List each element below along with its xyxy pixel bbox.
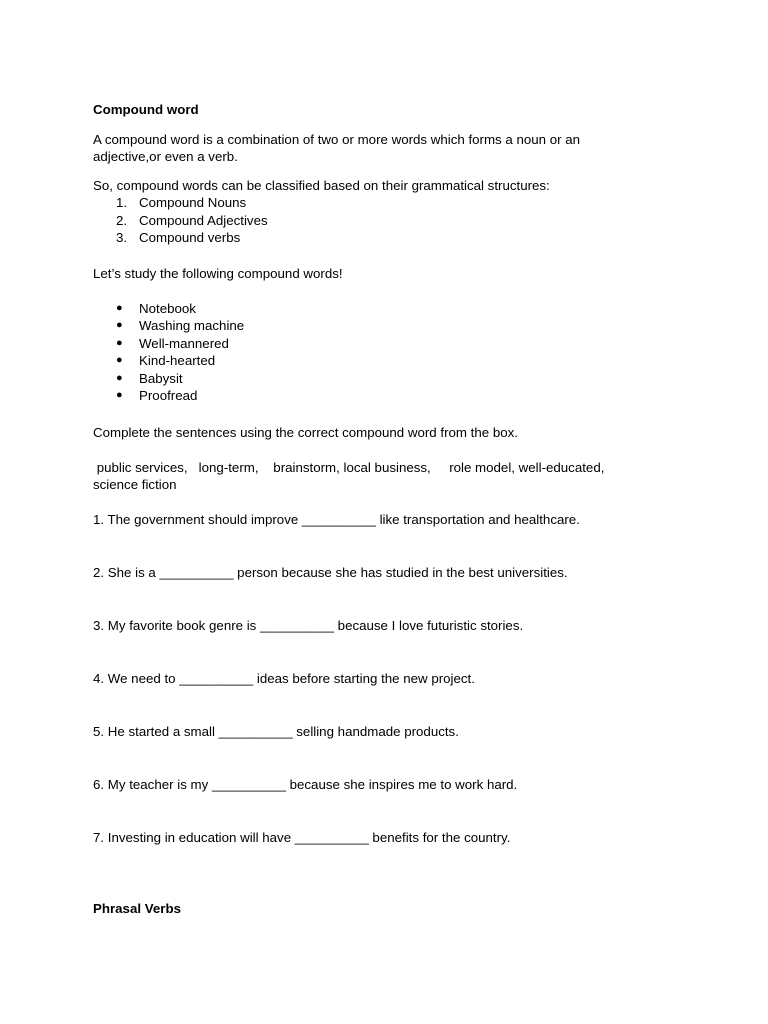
- sentence-item: 5. He started a small __________ selling handmade products.: [93, 724, 459, 739]
- bullet-icon: ●: [116, 389, 123, 401]
- sentence-item: 4. We need to __________ ideas before starting the new project.: [93, 671, 475, 686]
- section-heading-phrasal-verbs: Phrasal Verbs: [93, 901, 181, 916]
- classification-lead: So, compound words can be classified based on their grammatical structures:: [93, 178, 550, 193]
- sentence-item: 7. Investing in education will have __________ benefits for the country.: [93, 830, 511, 845]
- list-number: 2.: [116, 213, 128, 228]
- word-box-line-2: science fiction: [93, 477, 177, 492]
- bullet-icon: ●: [116, 302, 123, 314]
- list-number: 1.: [116, 195, 128, 210]
- exercise-instruction: Complete the sentences using the correct compound word from the box.: [93, 425, 518, 440]
- page-title: Compound word: [93, 102, 199, 117]
- list-item: Well-mannered: [139, 336, 229, 351]
- sentence-item: 1. The government should improve __________ like transportation and healthcare.: [93, 512, 580, 527]
- bullet-icon: ●: [116, 337, 123, 349]
- bullet-icon: ●: [116, 354, 123, 366]
- list-item: Compound Nouns: [139, 195, 247, 210]
- word-box-line-1: public services, long-term, brainstorm, local business, role model, well-educated,: [93, 460, 605, 475]
- sentence-item: 3. My favorite book genre is __________ because I love futuristic stories.: [93, 618, 524, 633]
- study-lead: Let’s study the following compound words!: [93, 266, 343, 281]
- bullet-icon: ●: [116, 372, 123, 384]
- bullet-icon: ●: [116, 319, 123, 331]
- intro-line-1: A compound word is a combination of two or more words which forms a noun or an: [93, 132, 581, 147]
- sentence-item: 2. She is a __________ person because she has studied in the best universities.: [93, 565, 568, 580]
- sentence-item: 6. My teacher is my __________ because she inspires me to work hard.: [93, 777, 518, 792]
- list-item: Compound verbs: [139, 230, 241, 245]
- list-item: Kind-hearted: [139, 353, 216, 368]
- list-item: Proofread: [139, 388, 198, 403]
- list-item: Compound Adjectives: [139, 213, 268, 228]
- list-item: Notebook: [139, 301, 196, 316]
- list-item: Washing machine: [139, 318, 245, 333]
- list-item: Babysit: [139, 371, 183, 386]
- intro-line-2: adjective,or even a verb.: [93, 149, 238, 164]
- list-number: 3.: [116, 230, 128, 245]
